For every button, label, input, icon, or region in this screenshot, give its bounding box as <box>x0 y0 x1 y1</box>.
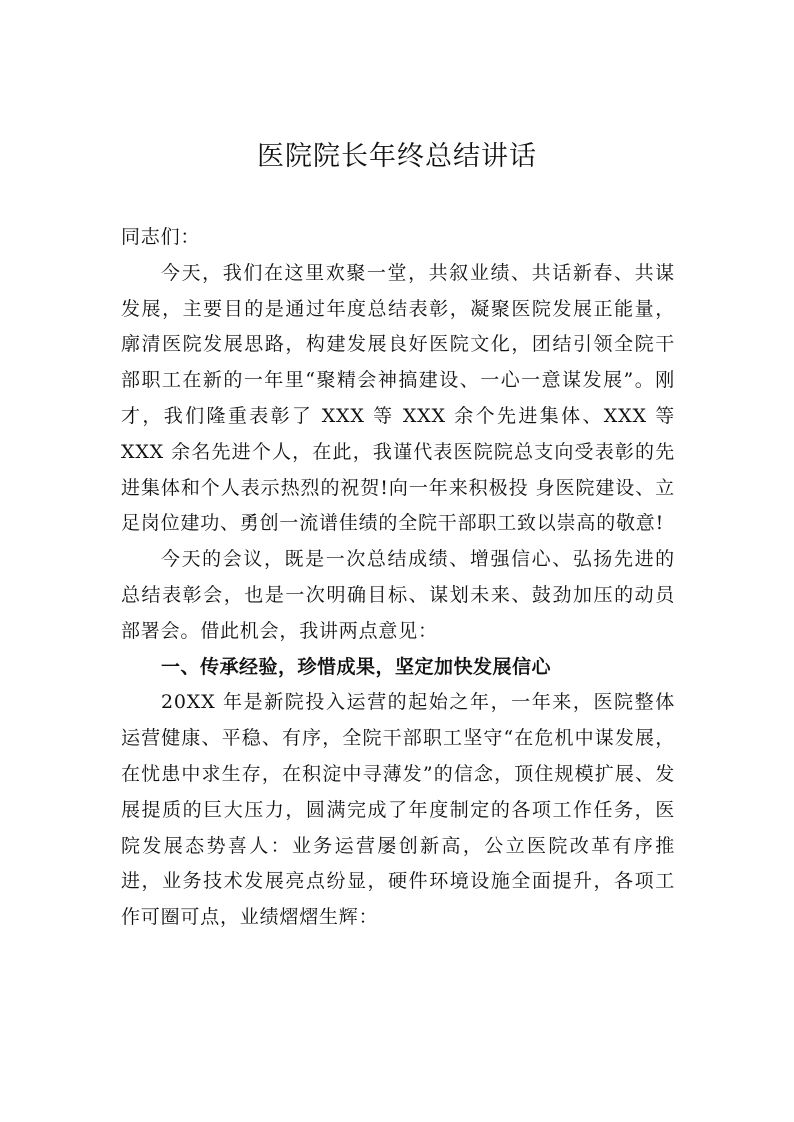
salutation: 同志们： <box>121 226 201 248</box>
document-title: 医院院长年终总结讲话 <box>257 141 537 172</box>
section-paragraph-1: 20XX 年是新院投入运营的起始之年，一年来，医院整体运营健康、平稳、有序，全院干部职工坚守“在危机中谋发展，在忧患中求生存，在积淀中寻薄发”的信念，顶住规模扩展、发展提质的巨大压力，圆满完成了年度制定的各项工作任务，医院发展态势喜人：业务运营屡创新高，公立医院改革有序推进，业务技术发展亮点纷显，硬件环境设施全面提升，各项工作可圈可点，业绩熠熠生辉： <box>121 691 675 929</box>
body-paragraph-2: 今天的会议，既是一次总结成绩、增强信心、弘扬先进的总结表彰会，也是一次明确目标、谋划未来、鼓劲加压的动员部署会。借此机会，我讲两点意见： <box>121 548 675 642</box>
body-paragraph-1: 今天，我们在这里欢聚一堂，共叙业绩、共话新春、共谋发展，主要目的是通过年度总结表彰，凝聚医院发展正能量，廓清医院发展思路，构建发展良好医院文化，团结引领全院干部职工在新的一年里“聚精会神搞建设、一心一意谋发展”。刚才，我们隆重表彰了 XXX 等 XXX 余个先进集体、XXX 等 XXX 余名先进个人，在此，我谨代表医院院总支向受表彰的先进集体和个人表示热烈的祝贺!向一年来积极投 身医院建设、立足岗位建功、勇创一流谱佳绩的全院干部职工致以崇高的敬意! <box>121 261 675 535</box>
document-body <box>121 220 675 936</box>
section-heading-1: 一、传承经验，珍惜成果，坚定加快发展信心 <box>161 655 552 678</box>
